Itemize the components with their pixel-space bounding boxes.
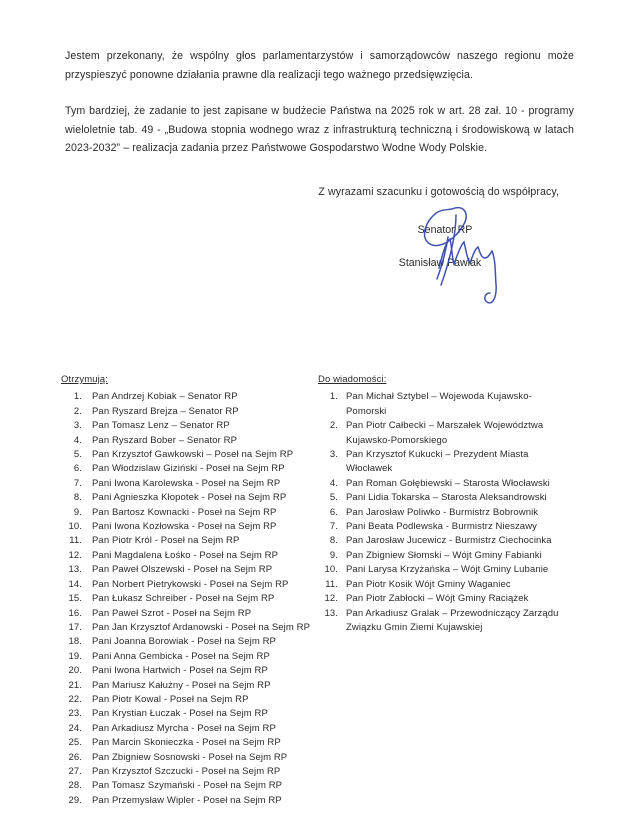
recipient-text: Pan Krystian Łuczak - Poseł na Sejm RP <box>92 708 268 720</box>
cc-row <box>318 506 568 520</box>
recipient-text: Pan Andrzej Kobiak – Senator RP <box>92 391 238 403</box>
recipient-number: 28. <box>68 780 82 792</box>
cc-text: Pan Piotr Kosik Wójt Gminy Waganiec <box>346 578 511 590</box>
cc-heading: Do wiadomości: <box>318 374 387 385</box>
cc-text: Pan Piotr Całbecki – Marszałek Województwa Kujawsko-Pomorskiego <box>346 420 544 446</box>
recipient-row <box>61 405 316 419</box>
cc-row <box>318 578 568 592</box>
recipients-section <box>61 373 316 808</box>
cc-row <box>318 390 568 419</box>
recipient-text: Pan Włodzislaw Giziński - Poseł na Sejm RP <box>92 463 285 475</box>
cc-number: 7. <box>329 521 338 533</box>
cc-number: 13. <box>324 607 338 619</box>
cc-row <box>318 419 568 448</box>
cc-number: 11. <box>325 578 338 590</box>
cc-number: 8. <box>329 535 338 547</box>
cc-number: 4. <box>329 477 338 489</box>
recipient-row <box>61 390 316 404</box>
cc-number: 9. <box>329 549 338 561</box>
cc-number: 10. <box>324 564 338 576</box>
cc-number: 2. <box>329 420 338 432</box>
recipient-text: Pani Joanna Borowiak - Poseł na Sejm RP <box>92 636 276 648</box>
letter-paragraph: Jestem przekonany, że wspólny głos parlamentarzystów i samorządowców naszego regionu może przyspieszyć ponowne działania prawne dla realizacji tego ważnego przedsięwzięcia. <box>65 50 574 81</box>
letter-paragraph: Tym bardziej, że zadanie to jest zapisane w budżecie Państwa na 2025 rok w art. 28 zał. 10 - programy wieloletnie tab. 49 - „Budowa stopnia wodnego wraz z infrastrukturą techniczną i środowiskową w latach 2023-2032” – realizacja zadania przez Państwowe Gospodarstwo Wodne Wody Polskie. <box>65 105 574 154</box>
recipient-number: 19. <box>68 650 82 662</box>
recipient-row <box>61 534 316 548</box>
letter-body <box>65 47 574 176</box>
recipient-number: 2. <box>73 405 82 417</box>
recipient-number: 23. <box>68 708 82 720</box>
recipient-row <box>61 592 316 606</box>
cc-number: 3. <box>329 449 338 461</box>
recipient-row <box>61 736 316 750</box>
recipient-row <box>61 693 316 707</box>
recipient-text: Pan Ryszard Brejza – Senator RP <box>92 405 239 417</box>
recipient-text: Pani Iwona Kozłowska - Poseł na Sejm RP <box>92 521 277 533</box>
recipient-number: 14. <box>68 578 82 590</box>
recipient-number: 8. <box>73 492 82 504</box>
cc-number: 6. <box>329 506 338 518</box>
recipient-text: Pan Tomasz Szymański - Poseł na Sejm RP <box>92 780 283 792</box>
recipient-row <box>61 520 316 534</box>
recipient-row <box>61 607 316 621</box>
cc-text: Pani Beata Podlewska - Burmistrz Nieszawy <box>346 521 538 533</box>
recipient-number: 7. <box>73 477 82 489</box>
recipient-text: Pan Zbigniew Sosnowski - Poseł na Sejm RP <box>92 751 288 763</box>
closing-salutation: Z wyrazami szacunku i gotowością do współpracy, <box>318 186 559 198</box>
recipient-row <box>61 765 316 779</box>
recipient-row <box>61 707 316 721</box>
recipient-row <box>61 751 316 765</box>
recipient-text: Pan Łukasz Schreiber - Poseł na Sejm RP <box>92 593 275 605</box>
recipient-row <box>61 462 316 476</box>
recipient-text: Pan Jan Krzysztof Ardanowski - Poseł na Sejm RP <box>92 621 311 633</box>
recipient-number: 22. <box>68 693 82 705</box>
recipient-text: Pan Bartosz Kownacki - Poseł na Sejm RP <box>92 506 277 518</box>
recipient-row <box>61 794 316 808</box>
recipient-row <box>61 477 316 491</box>
cc-text: Pan Zbigniew Słomski – Wójt Gminy Fabianki <box>346 549 542 561</box>
recipient-number: 9. <box>73 506 82 518</box>
cc-row <box>318 563 568 577</box>
recipient-text: Pan Paweł Szrot - Poseł na Sejm RP <box>92 607 252 619</box>
recipient-text: Pan Paweł Olszewski - Poseł na Sejm RP <box>92 564 273 576</box>
cc-row <box>318 549 568 563</box>
cc-row <box>318 607 568 636</box>
recipient-number: 26. <box>68 751 82 763</box>
recipient-text: Pani Iwona Karolewska - Poseł na Sejm RP <box>92 477 281 489</box>
recipient-row <box>61 679 316 693</box>
cc-items <box>318 390 568 635</box>
recipient-text: Pani Iwona Hartwich - Poseł na Sejm RP <box>92 665 268 677</box>
recipients-heading: Otrzymują: <box>61 374 108 385</box>
recipient-number: 5. <box>73 449 82 461</box>
cc-text: Pani Larysa Krzyżańska – Wójt Gminy Lubanie <box>346 564 549 576</box>
signer-name: Stanisław Pawlak <box>398 257 482 269</box>
recipient-text: Pan Ryszard Bober – Senator RP <box>92 434 238 446</box>
cc-text: Pan Piotr Zabłocki – Wójt Gminy Raciążek <box>346 593 529 605</box>
cc-number: 1. <box>329 391 338 403</box>
recipient-row <box>61 448 316 462</box>
cc-number: 5. <box>329 492 338 504</box>
recipient-number: 11. <box>69 535 82 547</box>
recipient-text: Pani Magdalena Łośko - Poseł na Sejm RP <box>92 549 279 561</box>
recipient-row <box>61 563 316 577</box>
recipient-number: 29. <box>68 794 82 806</box>
recipient-text: Pan Przemysław Wipler - Poseł na Sejm RP <box>92 794 282 806</box>
recipient-number: 25. <box>68 737 82 749</box>
recipient-number: 3. <box>73 420 82 432</box>
recipient-number: 17. <box>68 621 82 633</box>
recipient-text: Pan Arkadiusz Myrcha - Poseł na Sejm RP <box>92 722 276 734</box>
recipient-number: 24. <box>68 722 82 734</box>
recipient-row <box>61 635 316 649</box>
cc-text: Pani Lidia Tokarska – Starosta Aleksandrowski <box>346 492 547 504</box>
recipient-number: 4. <box>73 434 82 446</box>
recipient-number: 12. <box>68 549 82 561</box>
cc-row <box>318 491 568 505</box>
cc-text: Pan Arkadiusz Gralak – Przewodniczący Zarządu Związku Gmin Ziemi Kujawskiej <box>346 607 559 633</box>
cc-text: Pan Michał Sztybel – Wojewoda Kujawsko-Pomorski <box>346 391 532 417</box>
recipient-text: Pan Krzysztof Szczucki - Poseł na Sejm RP <box>92 765 281 777</box>
cc-row <box>318 520 568 534</box>
recipient-number: 6. <box>73 463 82 475</box>
recipient-number: 16. <box>68 607 82 619</box>
cc-text: Pan Jarosław Poliwko - Burmistrz Bobrownik <box>346 506 539 518</box>
cc-row <box>318 477 568 491</box>
recipient-text: Pani Anna Gembicka - Poseł na Sejm RP <box>92 650 270 662</box>
recipient-row <box>61 491 316 505</box>
recipient-row <box>61 779 316 793</box>
recipient-text: Pan Norbert Pietrykowski - Poseł na Sejm RP <box>92 578 289 590</box>
recipient-text: Pan Krzysztof Gawkowski – Poseł na Sejm RP <box>92 449 294 461</box>
cc-row <box>318 534 568 548</box>
recipient-row <box>61 722 316 736</box>
recipient-number: 15. <box>68 593 82 605</box>
recipient-row <box>61 434 316 448</box>
recipient-row <box>61 664 316 678</box>
recipient-text: Pan Mariusz Kałużny - Poseł na Sejm RP <box>92 679 271 691</box>
cc-section <box>318 373 568 635</box>
recipient-number: 18. <box>68 636 82 648</box>
recipient-number: 20. <box>68 665 82 677</box>
cc-text: Pan Krzysztof Kukucki – Prezydent Miasta Włocławek <box>346 449 529 475</box>
recipient-number: 21. <box>68 679 82 691</box>
recipient-row <box>61 419 316 433</box>
recipient-text: Pan Tomasz Lenz – Senator RP <box>92 420 230 432</box>
recipient-text: Pani Agnieszka Kłopotek - Poseł na Sejm RP <box>92 492 287 504</box>
cc-row <box>318 592 568 606</box>
recipient-number: 13. <box>68 564 82 576</box>
recipient-text: Pan Piotr Król - Poseł na Sejm RP <box>92 535 240 547</box>
recipient-text: Pan Piotr Kowal - Poseł na Sejm RP <box>92 693 249 705</box>
recipient-row <box>61 578 316 592</box>
recipient-row <box>61 621 316 635</box>
recipient-number: 1. <box>73 391 82 403</box>
cc-row <box>318 448 568 477</box>
recipient-row <box>61 506 316 520</box>
recipients-items <box>61 390 316 808</box>
recipient-number: 10. <box>68 521 82 533</box>
cc-text: Pan Jarosław Jucewicz - Burmistrz Ciechocinka <box>346 535 552 547</box>
recipient-text: Pan Marcin Skonieczka - Poseł na Sejm RP <box>92 737 281 749</box>
signer-title: Senator RP <box>417 224 473 236</box>
cc-text: Pan Roman Gołębiewski – Starosta Włocławski <box>346 477 550 489</box>
cc-number: 12. <box>324 593 338 605</box>
recipient-row <box>61 650 316 664</box>
recipient-row <box>61 549 316 563</box>
recipient-number: 27. <box>68 765 82 777</box>
